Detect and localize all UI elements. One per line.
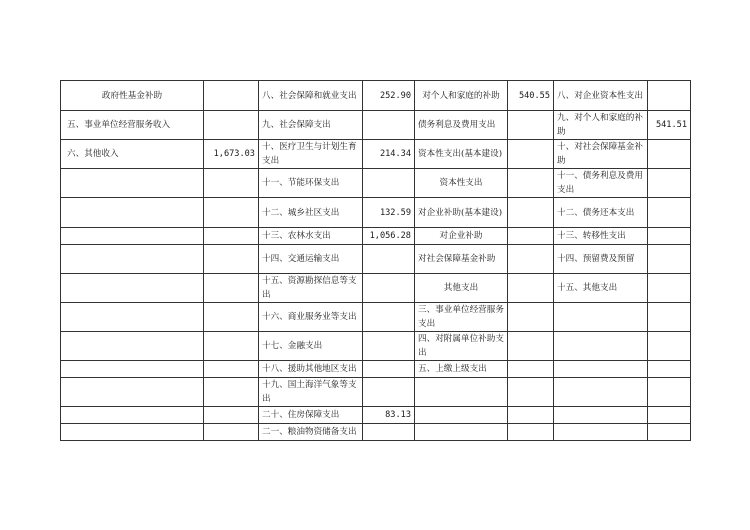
income-amount	[204, 245, 259, 274]
expense-function-amount: 83.13	[363, 407, 415, 424]
table-row	[61, 274, 691, 303]
income-item	[61, 198, 204, 228]
expense-economic-item: 三、事业单位经营服务支出	[415, 303, 508, 332]
expense-gov-economic-item	[554, 332, 648, 361]
expense-gov-economic-amount	[648, 228, 691, 245]
expense-economic-amount	[508, 198, 554, 228]
expense-economic-item	[415, 378, 508, 407]
expense-gov-economic-amount	[648, 303, 691, 332]
income-amount	[204, 303, 259, 332]
expense-economic-item: 对企业补助(基本建设)	[415, 198, 508, 228]
income-amount	[204, 424, 259, 441]
income-item	[61, 378, 204, 407]
expense-function-item: 十二、城乡社区支出	[259, 198, 363, 228]
income-item	[61, 424, 204, 441]
income-item: 五、事业单位经营服务收入	[61, 111, 204, 140]
expense-gov-economic-item: 十五、其他支出	[554, 274, 648, 303]
table-row	[61, 111, 691, 140]
income-amount	[204, 332, 259, 361]
income-amount	[204, 81, 259, 111]
income-item: 六、其他收入	[61, 140, 204, 169]
expense-function-item: 十四、交通运输支出	[259, 245, 363, 274]
expense-function-amount	[363, 424, 415, 441]
expense-gov-economic-item	[554, 424, 648, 441]
budget-table	[60, 80, 691, 441]
expense-economic-item: 资本性支出	[415, 169, 508, 198]
expense-economic-amount	[508, 274, 554, 303]
income-amount	[204, 407, 259, 424]
expense-economic-item: 四、对附属单位补助支出	[415, 332, 508, 361]
table-row	[61, 169, 691, 198]
expense-function-amount	[363, 361, 415, 378]
expense-function-amount: 132.59	[363, 198, 415, 228]
expense-gov-economic-item	[554, 407, 648, 424]
expense-gov-economic-item	[554, 303, 648, 332]
expense-gov-economic-item	[554, 378, 648, 407]
table-row	[61, 81, 691, 111]
expense-gov-economic-amount	[648, 332, 691, 361]
income-item	[61, 274, 204, 303]
expense-function-item: 十、医疗卫生与计划生育支出	[259, 140, 363, 169]
expense-function-item: 十三、农林水支出	[259, 228, 363, 245]
expense-gov-economic-amount	[648, 274, 691, 303]
expense-economic-item	[415, 407, 508, 424]
expense-gov-economic-amount	[648, 140, 691, 169]
expense-economic-item: 对社会保障基金补助	[415, 245, 508, 274]
expense-gov-economic-amount	[648, 198, 691, 228]
table-row	[61, 332, 691, 361]
income-item	[61, 228, 204, 245]
expense-gov-economic-amount	[648, 169, 691, 198]
income-item	[61, 169, 204, 198]
expense-function-amount	[363, 274, 415, 303]
expense-function-item: 九、社会保障支出	[259, 111, 363, 140]
expense-economic-amount	[508, 228, 554, 245]
expense-economic-amount	[508, 361, 554, 378]
expense-gov-economic-amount: 541.51	[648, 111, 691, 140]
table-row	[61, 303, 691, 332]
expense-gov-economic-amount	[648, 407, 691, 424]
table-row	[61, 228, 691, 245]
expense-economic-item: 资本性支出(基本建设)	[415, 140, 508, 169]
income-amount: 1,673.03	[204, 140, 259, 169]
expense-gov-economic-item: 十一、债务利息及费用支出	[554, 169, 648, 198]
expense-function-item: 十一、节能环保支出	[259, 169, 363, 198]
expense-gov-economic-amount	[648, 424, 691, 441]
table-row	[61, 140, 691, 169]
expense-function-item: 十七、金融支出	[259, 332, 363, 361]
expense-economic-item: 债务利息及费用支出	[415, 111, 508, 140]
expense-economic-item	[415, 424, 508, 441]
expense-function-amount	[363, 169, 415, 198]
expense-gov-economic-item	[554, 361, 648, 378]
expense-economic-item: 对个人和家庭的补助	[415, 81, 508, 111]
expense-function-amount	[363, 332, 415, 361]
table-row	[61, 198, 691, 228]
expense-gov-economic-item: 十三、转移性支出	[554, 228, 648, 245]
expense-gov-economic-item: 九、对个人和家庭的补助	[554, 111, 648, 140]
income-item	[61, 332, 204, 361]
expense-gov-economic-amount	[648, 378, 691, 407]
expense-economic-amount	[508, 245, 554, 274]
expense-function-item: 十八、援助其他地区支出	[259, 361, 363, 378]
expense-function-amount: 252.90	[363, 81, 415, 111]
expense-economic-amount	[508, 407, 554, 424]
income-item	[61, 361, 204, 378]
income-item	[61, 245, 204, 274]
expense-economic-amount: 540.55	[508, 81, 554, 111]
expense-economic-amount	[508, 424, 554, 441]
income-amount	[204, 111, 259, 140]
table-row	[61, 407, 691, 424]
expense-economic-amount	[508, 140, 554, 169]
income-item	[61, 407, 204, 424]
income-amount	[204, 198, 259, 228]
table-row	[61, 245, 691, 274]
expense-gov-economic-item: 十二、债务还本支出	[554, 198, 648, 228]
expense-function-amount	[363, 378, 415, 407]
expense-gov-economic-item: 十、对社会保障基金补助	[554, 140, 648, 169]
expense-economic-item: 其他支出	[415, 274, 508, 303]
income-amount	[204, 228, 259, 245]
income-item	[61, 303, 204, 332]
expense-function-amount	[363, 245, 415, 274]
expense-function-item: 十五、资源勘探信息等支出	[259, 274, 363, 303]
expense-function-amount	[363, 303, 415, 332]
expense-economic-amount	[508, 111, 554, 140]
expense-gov-economic-amount	[648, 361, 691, 378]
income-item: 政府性基金补助	[61, 81, 204, 111]
expense-function-item: 十六、商业服务业等支出	[259, 303, 363, 332]
table-row	[61, 361, 691, 378]
expense-gov-economic-amount	[648, 81, 691, 111]
expense-gov-economic-item: 八、对企业资本性支出	[554, 81, 648, 111]
expense-function-item: 二十、住房保障支出	[259, 407, 363, 424]
expense-function-amount: 1,056.28	[363, 228, 415, 245]
table-row	[61, 424, 691, 441]
expense-economic-amount	[508, 332, 554, 361]
expense-gov-economic-amount	[648, 245, 691, 274]
expense-function-amount	[363, 111, 415, 140]
expense-function-amount: 214.34	[363, 140, 415, 169]
expense-economic-amount	[508, 378, 554, 407]
expense-economic-item: 对企业补助	[415, 228, 508, 245]
expense-gov-economic-item: 十四、预留费及预留	[554, 245, 648, 274]
expense-function-item: 八、社会保障和就业支出	[259, 81, 363, 111]
income-amount	[204, 169, 259, 198]
expense-economic-amount	[508, 303, 554, 332]
expense-function-item: 二一、粮油物资储备支出	[259, 424, 363, 441]
expense-economic-amount	[508, 169, 554, 198]
expense-function-item: 十九、国土海洋气象等支出	[259, 378, 363, 407]
income-amount	[204, 361, 259, 378]
expense-economic-item: 五、上缴上级支出	[415, 361, 508, 378]
income-amount	[204, 274, 259, 303]
table-row	[61, 378, 691, 407]
income-amount	[204, 378, 259, 407]
